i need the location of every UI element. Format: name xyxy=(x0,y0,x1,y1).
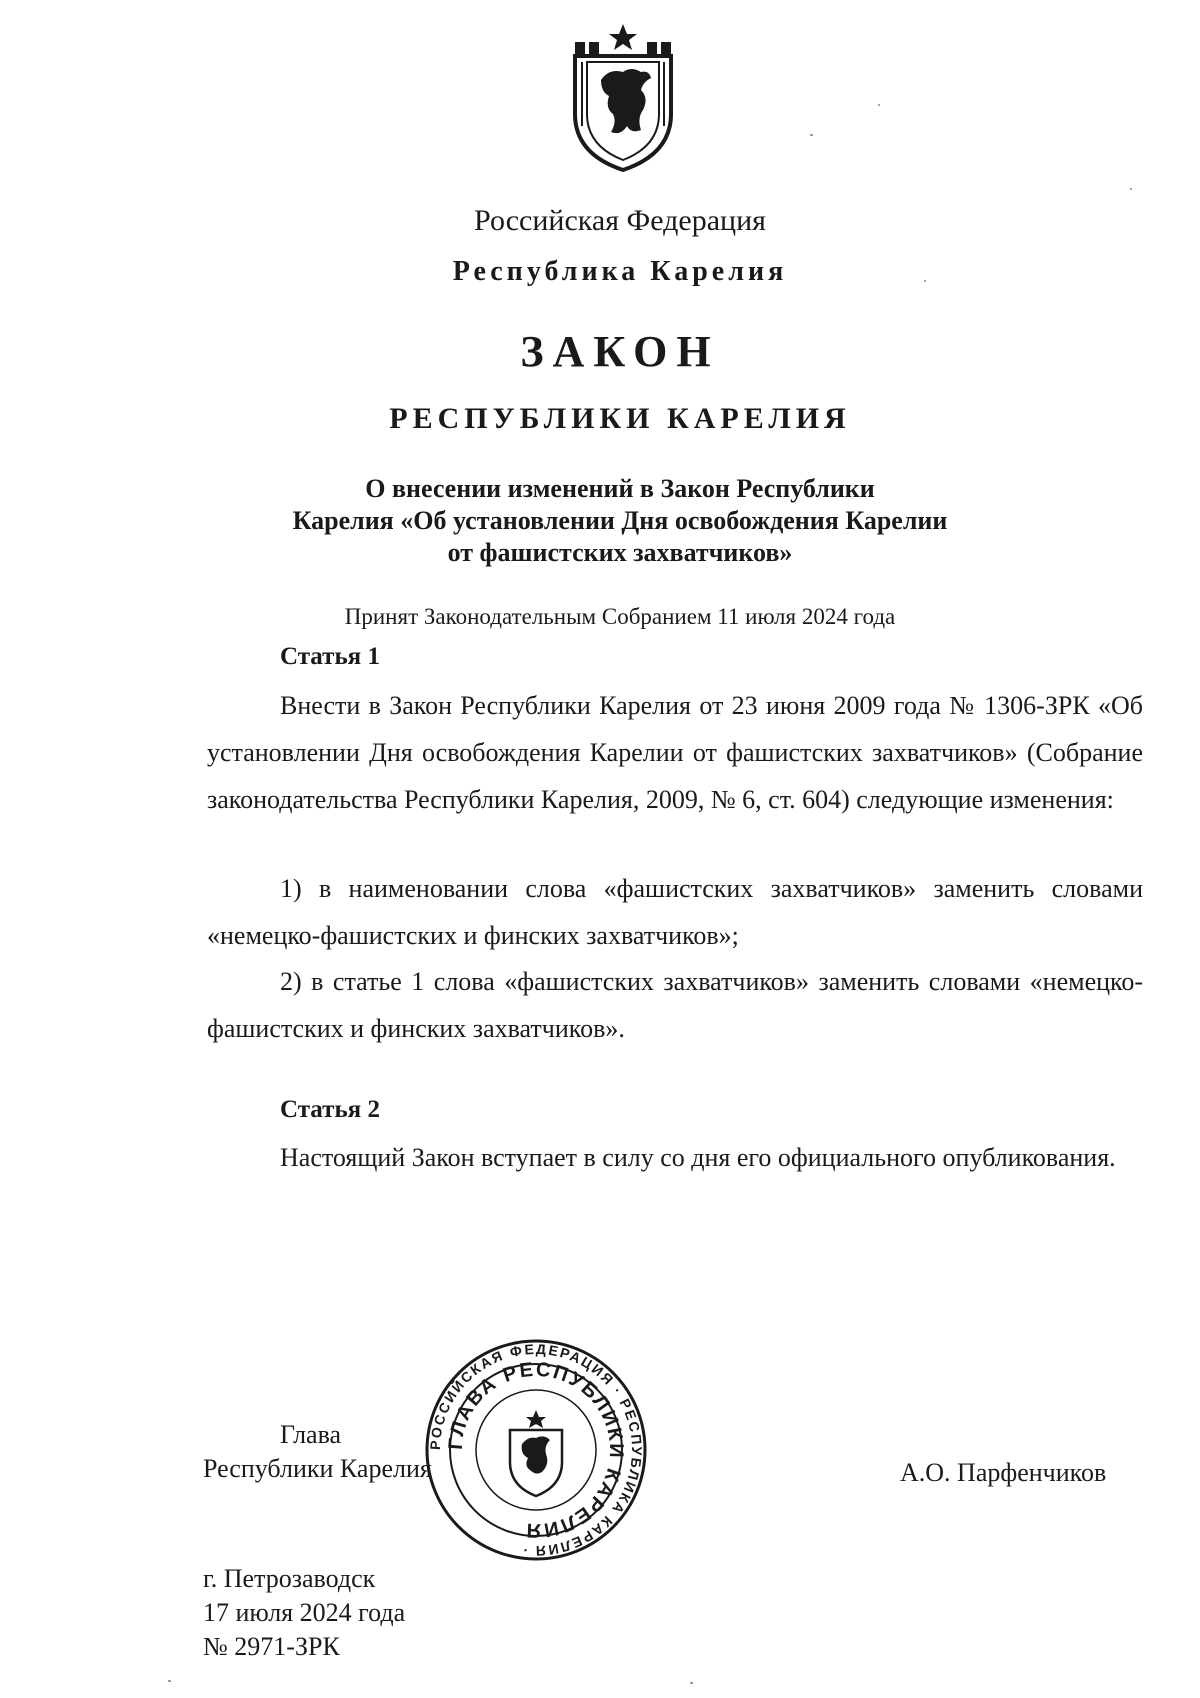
official-seal-stamp xyxy=(424,1338,648,1562)
scan-speck xyxy=(168,1680,171,1682)
article-2-heading: Статья 2 xyxy=(280,1096,380,1123)
adoption-note: Принят Законодательным Собранием 11 июля 2024 года xyxy=(344,604,896,629)
law-title-line: от фашистских захватчиков» xyxy=(447,538,793,567)
signatory-title-line-1: Глава xyxy=(280,1420,342,1449)
law-title-line: О внесении изменений в Закон Республики xyxy=(365,474,875,503)
scan-speck xyxy=(1130,188,1132,190)
svg-text:ГЛАВА РЕСПУБЛИКИ КАРЕЛИЯ: ГЛАВА РЕСПУБЛИКИ КАРЕЛИЯ xyxy=(444,1358,628,1542)
article-1-item-1: 1) в наименовании слова «фашистских захватчиков» заменить словами «немецко-фашистских и финских захватчиков»; xyxy=(207,874,1143,950)
scan-speck xyxy=(878,104,880,106)
scan-speck xyxy=(690,1682,693,1684)
signatory-title-line-2: Республики Карелия xyxy=(203,1454,432,1483)
republic-name: Республика Карелия xyxy=(452,256,788,287)
article-1-heading: Статья 1 xyxy=(280,643,380,670)
signatory-name: А.О. Парфенчиков xyxy=(900,1458,1107,1487)
document-footer xyxy=(203,1562,405,1664)
scan-speck xyxy=(810,134,813,136)
signing-city: г. Петрозаводск xyxy=(203,1564,376,1593)
scan-speck xyxy=(924,280,926,282)
law-number: № 2971-ЗРК xyxy=(203,1632,340,1661)
document-type-issuer: РЕСПУБЛИКИ КАРЕЛИЯ xyxy=(389,402,851,435)
svg-text:РОССИЙСКАЯ ФЕДЕРАЦИЯ · РЕСПУБЛ: РОССИЙСКАЯ ФЕДЕРАЦИЯ · РЕСПУБЛИКА КАРЕЛИЯ · xyxy=(426,1340,646,1560)
law-title-line: Карелия «Об установлении Дня освобождения Карелии xyxy=(292,506,948,535)
article-2-text: Настоящий Закон вступает в силу со дня его официального опубликования. xyxy=(280,1143,1116,1172)
document-type: ЗАКОН xyxy=(520,327,720,376)
article-1-item-2: 2) в статье 1 слова «фашистских захватчиков» заменить словами «немецко-фашистских и финских захватчиков». xyxy=(207,967,1143,1043)
country-name: Российская Федерация xyxy=(474,204,766,237)
law-title xyxy=(0,473,1200,569)
karelia-coat-of-arms-icon xyxy=(571,22,675,172)
article-1-intro: Внести в Закон Республики Карелия от 23 июня 2009 года № 1306-ЗРК «Об установлении Дня освобождения Карелии от фашистских захватчиков» (Собрание законодательства Республики Карелия, 2009, № 6, ст. 604) следующие изменения: xyxy=(207,691,1143,814)
signing-date: 17 июля 2024 года xyxy=(203,1598,406,1627)
